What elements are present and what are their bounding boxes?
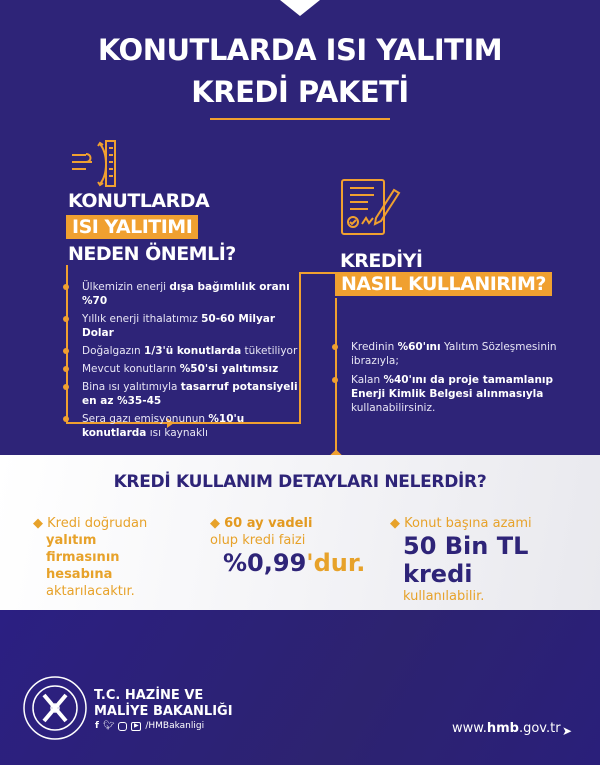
detail-text: olup kredi faizi (210, 533, 306, 548)
item-text: Sera gazı emisyonunun (82, 413, 209, 425)
item-text: Yıllık enerji ithalatımız (82, 313, 202, 325)
bullet-dot (63, 416, 69, 422)
detail-text: Kredi doğrudan (47, 516, 148, 531)
detail-text: Konut başına azami (404, 516, 532, 531)
detail-text: aktarılacaktır. (46, 584, 135, 599)
details-heading: KREDİ KULLANIM DETAYLARI NELERDİR? (113, 472, 487, 492)
item-bold: %50'si yalıtımsız (179, 363, 279, 375)
url-part: www. (452, 721, 487, 736)
right-heading-1: KREDİYİ (340, 250, 423, 272)
interest-rate: %0,99 (223, 549, 307, 577)
instagram-icon[interactable] (118, 722, 127, 731)
insulation-wall-icon (70, 140, 120, 188)
page-title-line2: KREDİ PAKETİ (191, 75, 409, 109)
detail-col-3: ◆ Konut başına azami 50 Bin TL kredi kullanılabilir. (390, 515, 590, 605)
website-link[interactable] (452, 721, 561, 736)
detail-suffix: 'dur. (306, 549, 366, 577)
bullet-dot (332, 344, 338, 350)
bullet-dot (63, 348, 69, 354)
item-bold: %40'ını da proje tamamlanıp Enerji Kimlik Belgesi alınmasıyla (351, 374, 554, 400)
org-line2: MALİYE BAKANLIĞI (94, 704, 233, 719)
top-notch (280, 0, 320, 16)
item-bold: %60'ını (397, 341, 441, 353)
item-text: tüketiliyor (241, 345, 298, 357)
contract-signature-icon (340, 178, 402, 236)
item-bold: tasarruf potansiyeli en az %35-45 (82, 381, 298, 407)
list-item (63, 280, 303, 308)
twitter-icon[interactable]: 🐦︎ (102, 721, 115, 731)
item-text: Bina ısı yalıtımıyla (82, 381, 181, 393)
list-item (63, 312, 303, 340)
facebook-icon[interactable]: f (95, 721, 99, 731)
credit-amount: 50 Bin TL kredi (403, 532, 529, 588)
list-item (63, 380, 303, 408)
url-part: hmb (486, 721, 519, 736)
left-heading-2: ISI YALITIMI (66, 215, 198, 239)
detail-text: kullanılabilir. (403, 589, 485, 604)
footer (0, 610, 600, 765)
bullet-dot (63, 284, 69, 290)
item-text: Kredinin (351, 341, 398, 353)
list-item (332, 373, 572, 415)
item-text: Kalan (351, 374, 384, 386)
detail-bold: 60 ay vadeli (224, 516, 313, 531)
bullet-dot (63, 366, 69, 372)
org-line1: T.C. HAZİNE VE (94, 688, 204, 703)
list-item (332, 340, 572, 368)
item-text: Ülkemizin enerji (82, 281, 170, 293)
left-heading-1: KONUTLARDA (68, 190, 210, 212)
url-part: .gov.tr (518, 721, 561, 736)
detail-col-2: ◆ 60 ay vadeli olup kredi faizi %0,99'dur. (210, 516, 366, 577)
right-heading-2: NASIL KULLANIRIM? (335, 272, 552, 296)
list-item (63, 362, 303, 376)
list-item (63, 412, 303, 440)
detail-bold: yalıtım firmasının hesabına (46, 533, 120, 582)
item-bold: dışa bağımlılık oranı %70 (82, 281, 290, 307)
org-name (94, 688, 233, 720)
left-list (63, 280, 303, 444)
left-heading-3: NEDEN ÖNEMLİ? (68, 243, 236, 265)
ministry-seal-icon (22, 675, 88, 741)
social-links (95, 721, 204, 731)
item-text: kullanabilirsiniz. (351, 402, 436, 414)
right-list (332, 340, 572, 420)
title-underline (210, 118, 390, 120)
item-text: Yalıtım Sözleşmesinin ibrazıyla; (351, 341, 557, 367)
detail-col-1: ◆ Kredi doğrudan yalıtım firmasının hesabına aktarılacaktır. (33, 515, 193, 600)
item-text: Mevcut konutların (82, 363, 180, 375)
bullet-dot (332, 377, 338, 383)
cursor-icon: ➤ (562, 724, 573, 738)
bullet-dot (63, 384, 69, 390)
item-text: ısı kaynaklı (146, 427, 208, 439)
item-text: Doğalgazın (82, 345, 145, 357)
bullet-dot (63, 316, 69, 322)
item-bold: %10'u konutlarda (82, 413, 245, 439)
list-item (63, 344, 303, 358)
social-handle[interactable]: /HMBakanligi (145, 721, 205, 731)
youtube-icon[interactable]: ▶ (131, 722, 141, 731)
item-bold: 1/3'ü konutlarda (144, 345, 242, 357)
connector-line (299, 272, 337, 274)
item-bold: 50-60 Milyar Dolar (82, 313, 276, 339)
page-title-line1: KONUTLARDA ISI YALITIM (97, 33, 503, 67)
